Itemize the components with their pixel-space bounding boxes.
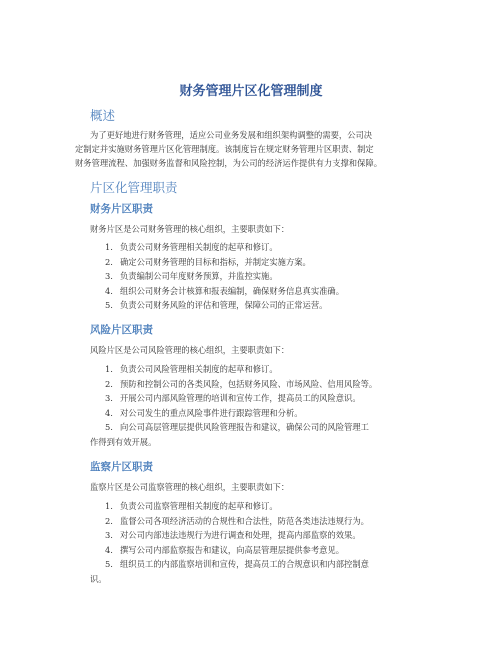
overview-line: 财务管理流程、加强财务监督和风险控制，为公司的经济运作提供有力支撑和保障。: [75, 158, 382, 168]
finance-duty-list: [90, 240, 440, 313]
overview-line: 为了更好地进行财务管理，适应公司业务发展和组织架构调整的需要，公司决: [90, 130, 373, 140]
list-item: 5. 组织员工的内部监察培训和宣传，提高员工的合规意识和内部控制意 识。: [90, 559, 369, 584]
overview-paragraph: [73, 128, 433, 170]
section-heading-audit: 监察片区职责: [90, 461, 153, 473]
overview-heading: 概述: [90, 108, 116, 123]
list-item: 1. 负责公司财务管理相关制度的起草和修订。: [105, 242, 278, 252]
responsibilities-heading: 片区化管理职责: [90, 180, 178, 195]
list-item: 4. 组织公司财务会计核算和报表编制，确保财务信息真实准确。: [105, 285, 345, 296]
section-intro: 财务片区是公司财务管理的核心组织，主要职责如下：: [90, 224, 290, 234]
list-item: 4. 撰写公司内部监察报告和建议，向高层管理层提供参考意见。: [105, 544, 345, 555]
list-item: 2. 预防和控制公司的各类风险，包括财务风险、市场风险、信用风险等。: [105, 378, 378, 389]
list-item: 3. 负责编制公司年度财务预算，并监控实施。: [105, 271, 278, 281]
section-intro: 监察片区是公司监察管理的核心组织，主要职责如下：: [90, 482, 290, 492]
overview-line: 定制定并实施财务管理片区化管理制度。该制度旨在规定财务管理片区职责、制定: [75, 144, 374, 154]
section-heading-finance: 财务片区职责: [90, 203, 153, 215]
section-intro: 风险片区是公司风险管理的核心组织，主要职责如下：: [90, 345, 290, 355]
list-item: 1. 负责公司监察管理相关制度的起草和修订。: [105, 501, 278, 511]
list-item: 5. 向公司高层管理层提供风险管理报告和建议，确保公司的风险管理工 作得到有效开展。: [90, 422, 369, 447]
risk-duty-list: [90, 362, 440, 449]
list-item: 1. 负责公司风险管理相关制度的起草和修订。: [105, 364, 278, 374]
document-title: 财务管理片区化管理制度: [179, 84, 323, 99]
list-item: 4. 对公司发生的重点风险事件进行跟踪管理和分析。: [105, 407, 303, 418]
list-item: 5. 负责公司财务风险的评估和管理，保障公司的正常运营。: [105, 300, 328, 310]
audit-duty-list: [90, 499, 440, 586]
list-item: 3. 对公司内部违法违规行为进行调查和处理，提高内部监察的效果。: [105, 530, 361, 540]
list-item: 2. 监督公司各项经济活动的合规性和合法性，防范各类违法违规行为。: [105, 515, 369, 526]
list-item: 3. 开展公司内部风险管理的培训和宣传工作，提高员工的风险意识。: [105, 393, 361, 403]
section-heading-risk: 风险片区职责: [90, 324, 153, 336]
list-item: 2. 确定公司财务管理的目标和指标，并制定实施方案。: [105, 256, 311, 267]
